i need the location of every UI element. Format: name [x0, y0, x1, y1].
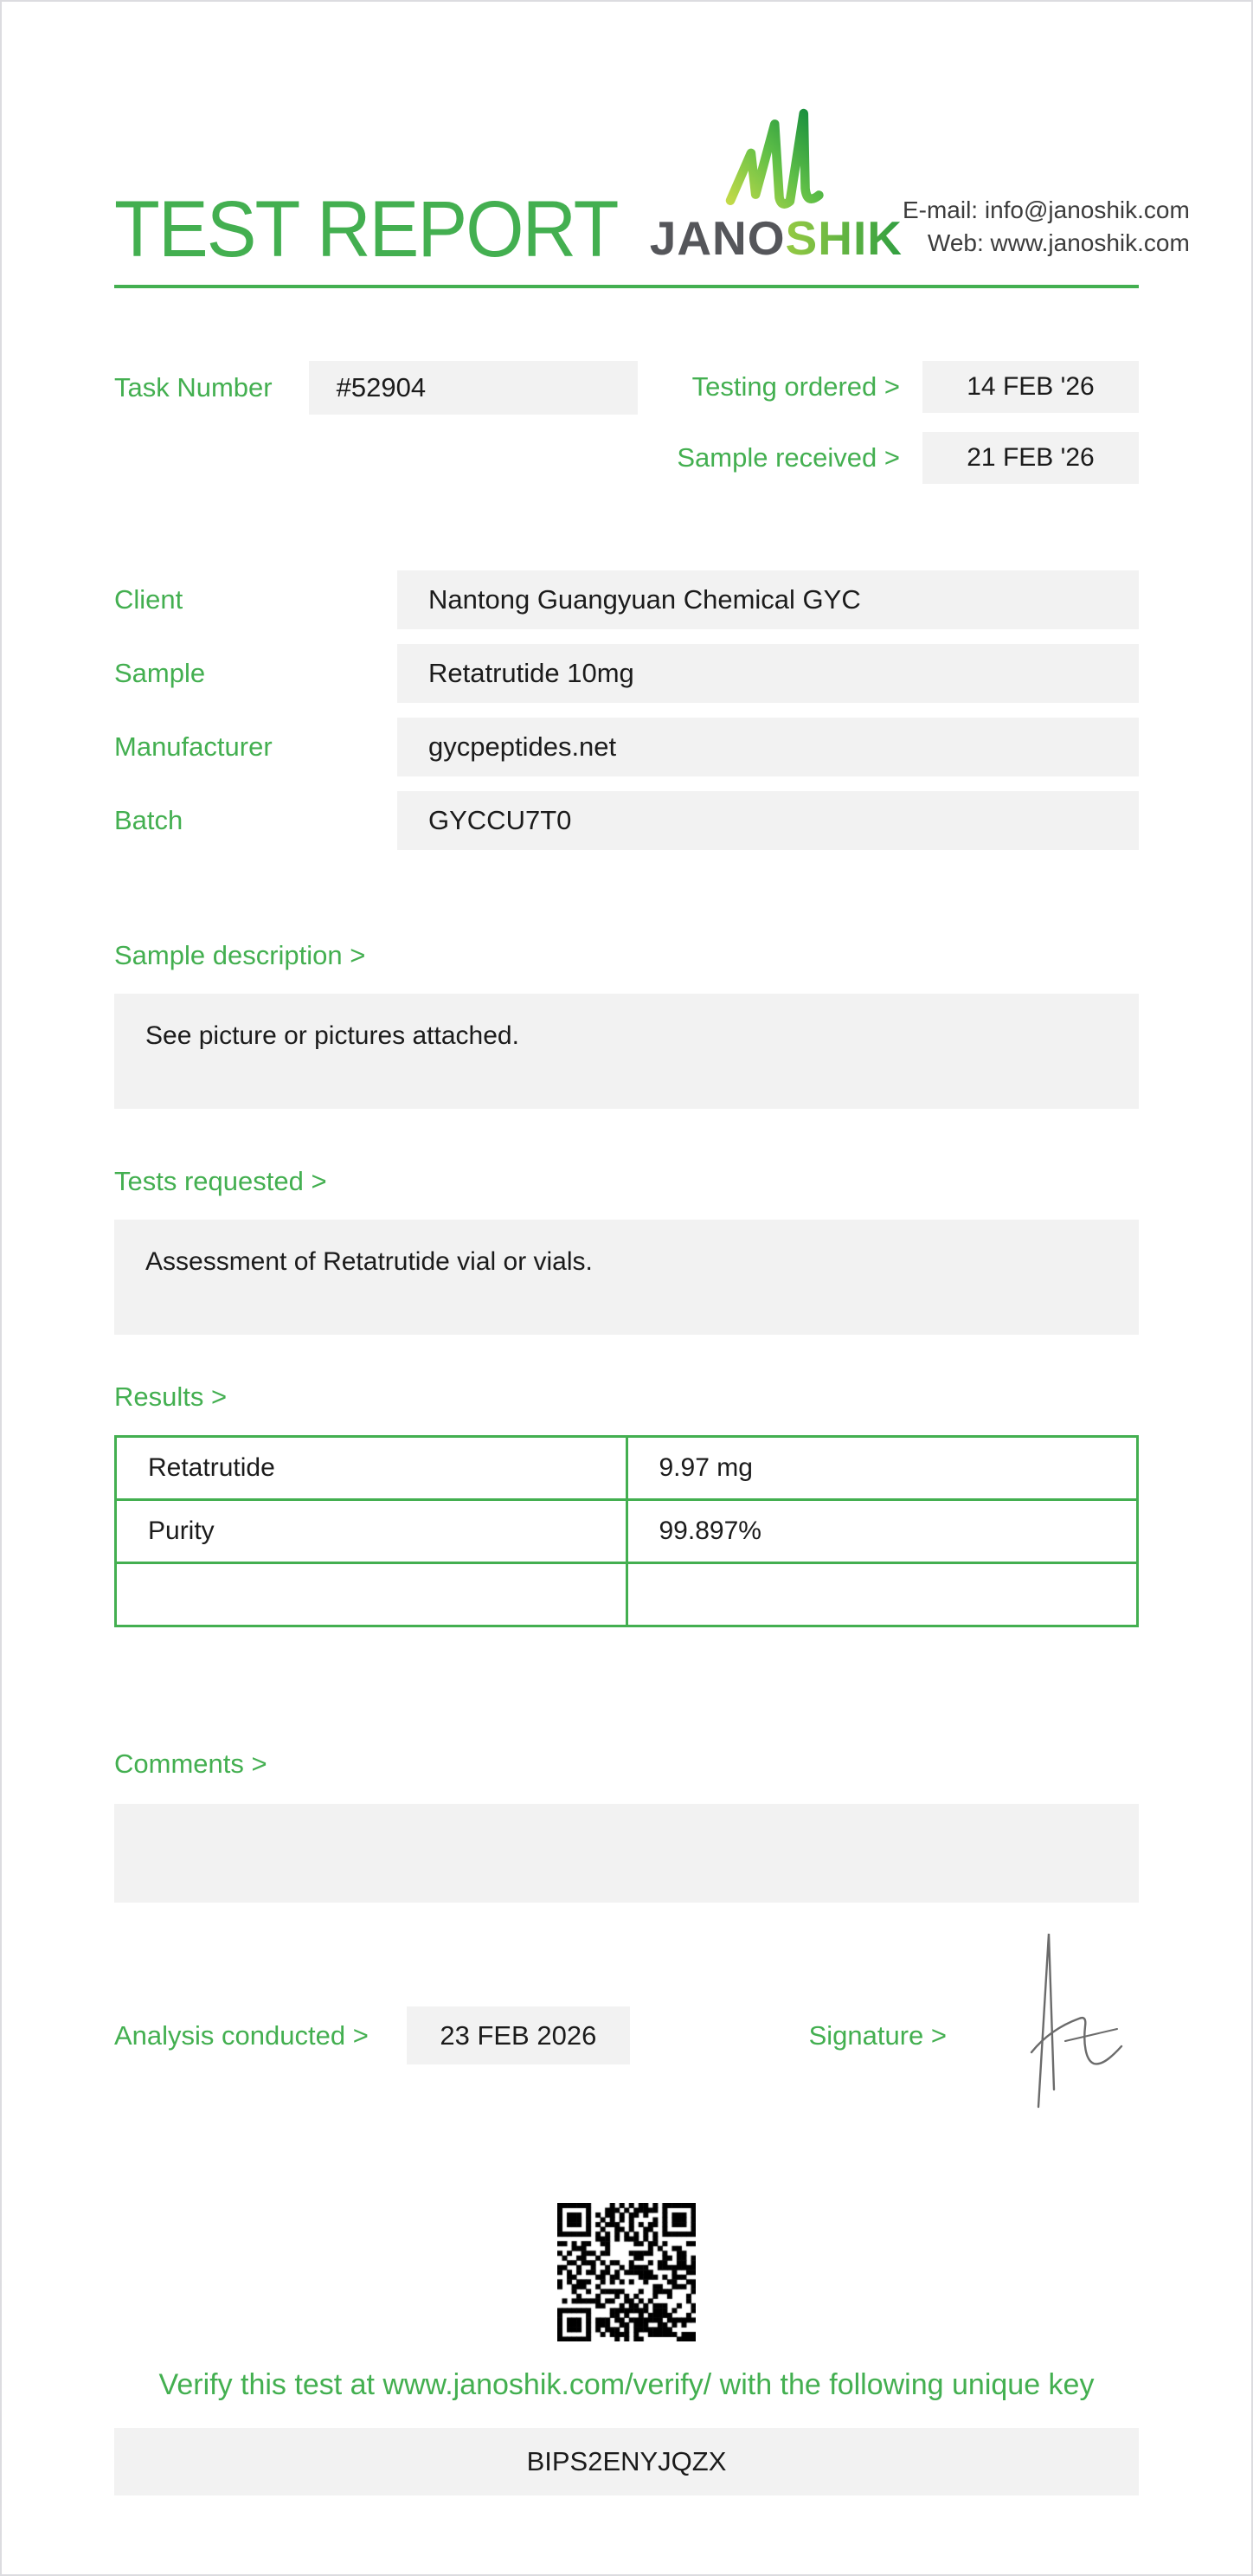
- sample-description-text: See picture or pictures attached.: [114, 994, 1139, 1109]
- sample-received-row: [677, 432, 1139, 484]
- table-row: [116, 1563, 1138, 1626]
- testing-ordered-row: [677, 361, 1139, 413]
- analysis-conducted-row: [114, 2006, 630, 2064]
- sample-info-section: [114, 570, 1139, 850]
- results-table: [114, 1435, 1139, 1627]
- result-name: Purity: [116, 1500, 627, 1563]
- janoshik-logo-icon: [723, 107, 830, 211]
- sample-row: [114, 644, 1139, 703]
- page-title: TEST REPORT: [114, 184, 618, 274]
- tests-requested-label: Tests requested >: [114, 1166, 327, 1196]
- signature-label: Signature >: [808, 2019, 947, 2051]
- unique-key-value: BIPS2ENYJQZX: [114, 2428, 1139, 2496]
- sample-label: Sample: [114, 658, 206, 688]
- task-number-value: #52904: [309, 361, 638, 415]
- contact-web: Web: www.janoshik.com: [927, 229, 1190, 257]
- analysis-signature-row: [114, 2006, 1139, 2064]
- janoshik-logo: [649, 107, 903, 265]
- verify-instruction: Verify this test at www.janoshik.com/verify/ with the following unique key: [158, 2368, 1095, 2401]
- sample-value: Retatrutide 10mg: [397, 644, 1139, 703]
- manufacturer-label: Manufacturer: [114, 731, 273, 762]
- sample-received-date: 21 FEB '26: [922, 432, 1139, 484]
- results-label: Results >: [114, 1381, 228, 1412]
- tests-requested-section: [114, 1166, 1139, 1335]
- qr-area: [114, 2203, 1139, 2346]
- comments-section: [114, 1748, 1139, 1903]
- result-value: [626, 1563, 1138, 1626]
- testing-ordered-label: Testing ordered >: [691, 371, 900, 402]
- contact-email: E-mail: info@janoshik.com: [902, 196, 1190, 223]
- header-divider: [114, 285, 1139, 288]
- comments-text: [114, 1804, 1139, 1903]
- dates-column: [677, 361, 1139, 484]
- table-row: [116, 1500, 1138, 1563]
- logo-wordmark: [649, 211, 903, 265]
- report-header: [114, 2, 1190, 274]
- task-number-label: Task Number: [114, 372, 273, 402]
- comments-label: Comments >: [114, 1748, 267, 1779]
- logo-word-shik: SHIK: [785, 211, 903, 265]
- table-row: [116, 1437, 1138, 1500]
- sample-description-section: [114, 940, 1139, 1109]
- tests-requested-text: Assessment of Retatrutide vial or vials.: [114, 1220, 1139, 1335]
- result-name: Retatrutide: [116, 1437, 627, 1500]
- client-label: Client: [114, 584, 183, 615]
- meta-section: [114, 361, 1139, 484]
- contact-info: [903, 194, 1190, 262]
- batch-label: Batch: [114, 805, 183, 835]
- result-value: 9.97 mg: [626, 1437, 1138, 1500]
- sample-description-label: Sample description >: [114, 940, 366, 970]
- client-value: Nantong Guangyuan Chemical GYC: [397, 570, 1139, 629]
- result-value: 99.897%: [626, 1500, 1138, 1563]
- batch-row: [114, 791, 1139, 850]
- analysis-date: 23 FEB 2026: [407, 2006, 630, 2064]
- analysis-conducted-label: Analysis conducted >: [114, 2019, 369, 2051]
- batch-value: GYCCU7T0: [397, 791, 1139, 850]
- manufacturer-value: gycpeptides.net: [397, 718, 1139, 776]
- qr-code-icon: [557, 2203, 696, 2341]
- manufacturer-row: [114, 718, 1139, 776]
- signature-icon: [1025, 1925, 1139, 2111]
- results-section: [114, 1381, 1139, 1627]
- test-report-page: [2, 2, 1251, 2576]
- testing-ordered-date: 14 FEB '26: [922, 361, 1139, 413]
- client-row: [114, 570, 1139, 629]
- sample-received-label: Sample received >: [677, 442, 900, 473]
- task-number-row: [114, 361, 638, 415]
- logo-word-jano: JANO: [649, 211, 786, 265]
- result-name: [116, 1563, 627, 1626]
